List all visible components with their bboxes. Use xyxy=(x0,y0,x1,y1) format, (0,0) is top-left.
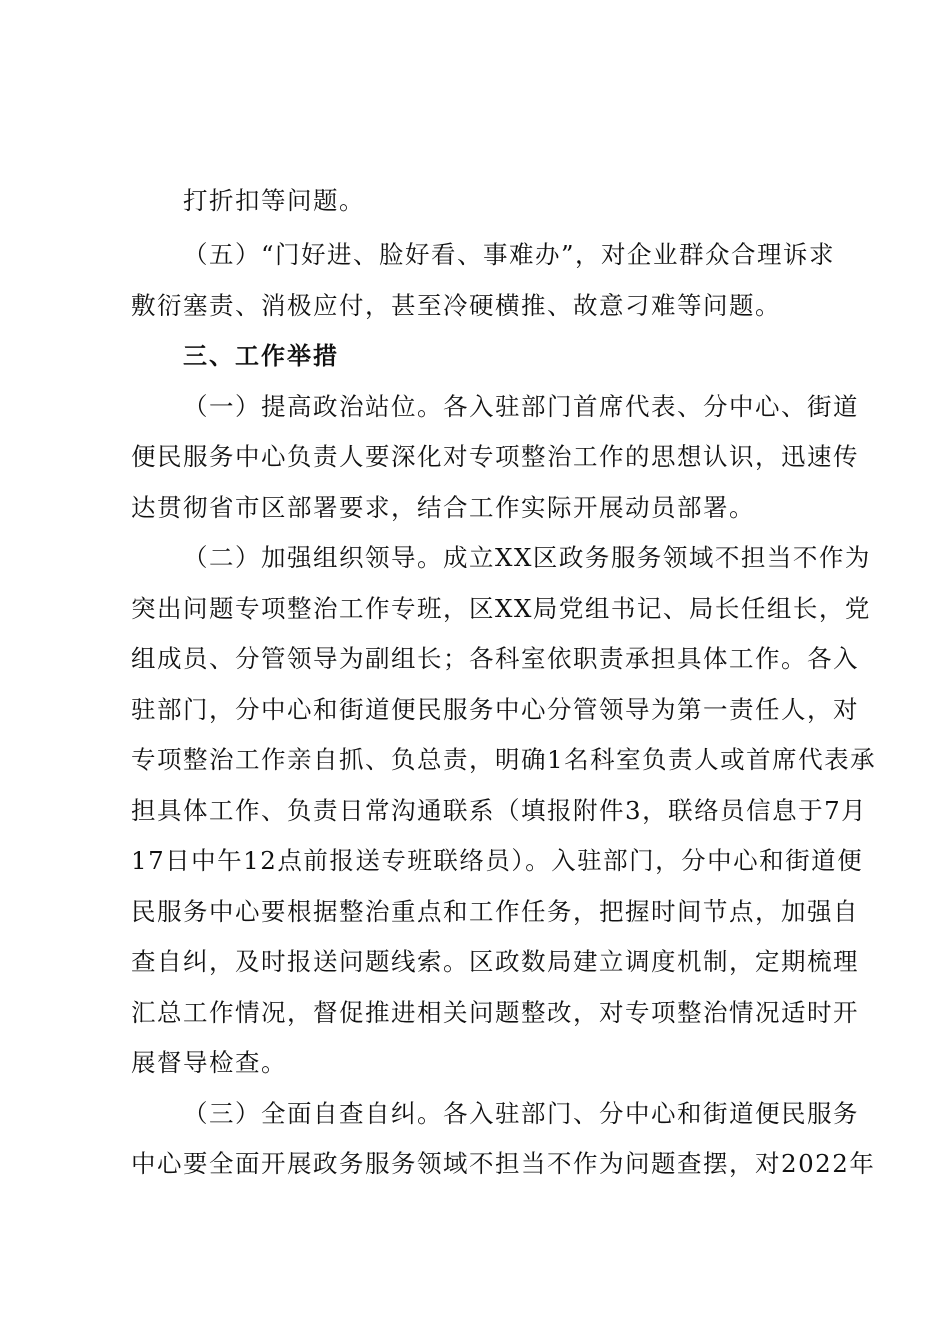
paragraph-line: 民服务中心要根据整治重点和工作任务，把握时间节点，加强自 xyxy=(131,897,859,926)
paragraph-line: 达贯彻省市区部署要求，结合工作实际开展动员部署。 xyxy=(131,493,755,522)
paragraph-line: 17日中午12点前报送专班联络员）。入驻部门，分中心和街道便 xyxy=(131,846,864,875)
paragraph-line: 汇总工作情况，督促推进相关问题整改，对专项整治情况适时开 xyxy=(131,998,859,1027)
paragraph-line: （五）“门好进、脸好看、事难办”，对企业群众合理诉求 xyxy=(183,240,836,269)
paragraph-line: 担具体工作、负责日常沟通联系（填报附件3，联络员信息于7月 xyxy=(131,796,868,825)
paragraph-line: （二）加强组织领导。成立XX区政务服务领域不担当不作为 xyxy=(183,543,871,572)
paragraph-line: 突出问题专项整治工作专班，区XX局党组书记、局长任组长，党 xyxy=(131,594,871,623)
paragraph-line: 驻部门，分中心和街道便民服务中心分管领导为第一责任人，对 xyxy=(131,695,859,724)
paragraph-line: （三）全面自查自纠。各入驻部门、分中心和街道便民服务 xyxy=(183,1099,859,1128)
paragraph-line: 专项整治工作亲自抓、负总责，明确1名科室负责人或首席代表承 xyxy=(131,745,877,774)
paragraph-line: 便民服务中心负责人要深化对专项整治工作的思想认识，迅速传 xyxy=(131,442,859,471)
paragraph-line: 敷衍塞责、消极应付，甚至冷硬横推、故意刁难等问题。 xyxy=(131,291,781,320)
paragraph-line: （一）提高政治站位。各入驻部门首席代表、分中心、街道 xyxy=(183,392,859,421)
section-heading: 三、工作举措 xyxy=(183,342,339,370)
paragraph-line: 组成员、分管领导为副组长；各科室依职责承担具体工作。各入 xyxy=(131,644,859,673)
paragraph-line: 查自纠，及时报送问题线索。区政数局建立调度机制，定期梳理 xyxy=(131,947,859,976)
paragraph-line: 中心要全面开展政务服务领域不担当不作为问题查摆，对2022年 xyxy=(131,1149,876,1178)
paragraph-line: 打折扣等问题。 xyxy=(183,186,365,215)
paragraph-line: 展督导检查。 xyxy=(131,1048,287,1077)
